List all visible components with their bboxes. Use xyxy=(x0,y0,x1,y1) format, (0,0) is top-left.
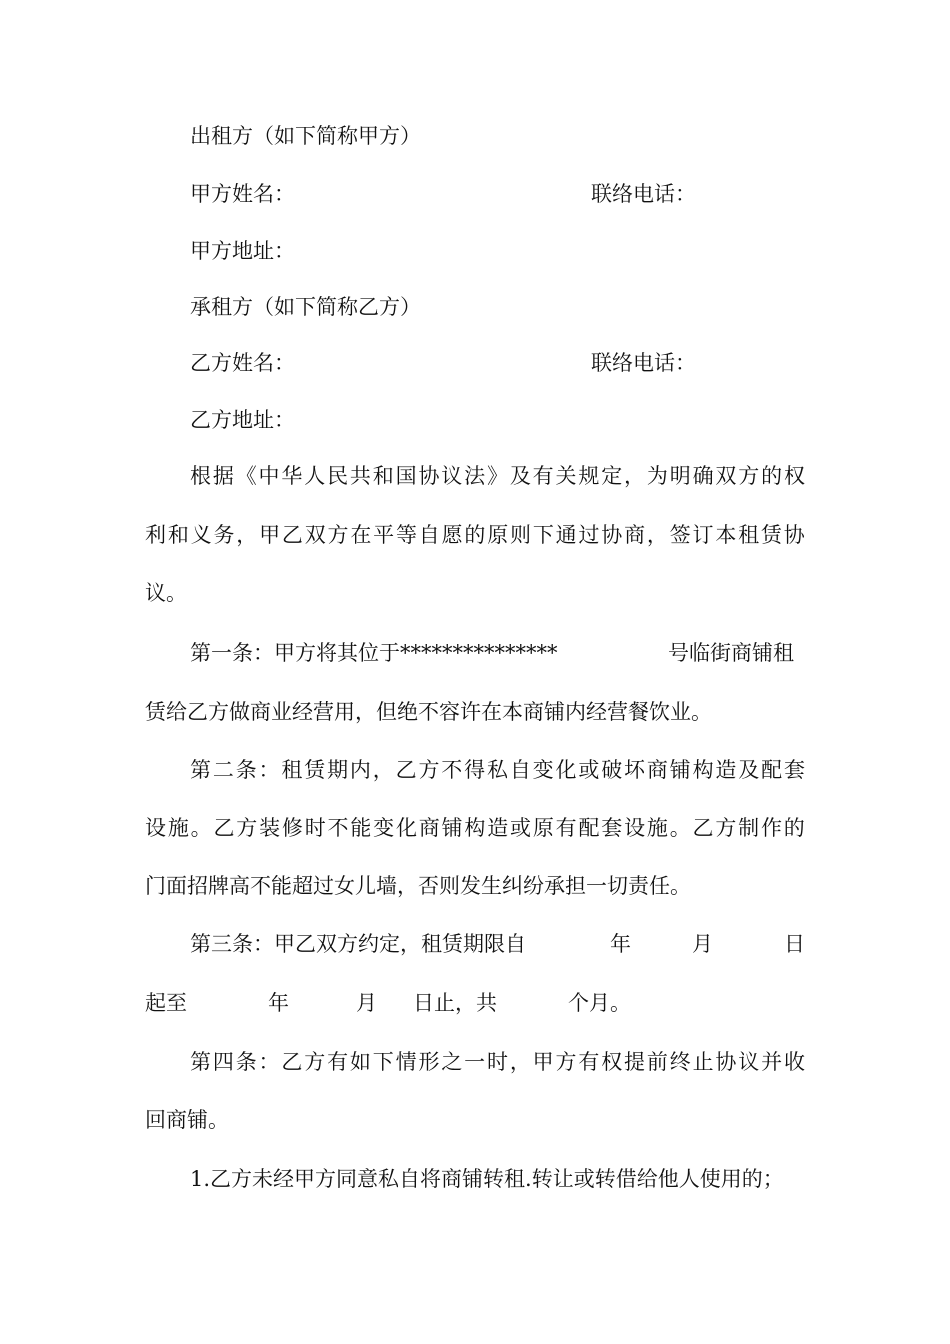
preamble-line-1: 根 据 《 中 华 人 民 共 和 国 协 议 法 》 及 有 关 规 定 ， 为 明 确 双 方 的 权 xyxy=(190,464,805,488)
article1-line-2: 赁给乙方做商业经营用，但绝不容许在本商铺内经营餐饮业。 xyxy=(145,700,712,724)
preamble-line-3: 议。 xyxy=(145,581,187,605)
article3-line2-e: 个月。 xyxy=(568,991,631,1015)
article3-line1-c: 月 xyxy=(692,932,713,956)
article3-line2-a: 起至 xyxy=(145,991,187,1015)
article4-item-1: 1.乙方未经甲方同意私自将商铺转租.转让或转借给他人使用的； xyxy=(190,1167,784,1191)
article4-line-1: 第 四 条 ： 乙 方 有 如 下 情 形 之 一 时 ， 甲 方 有 权 提 前 终 止 协 议 并 收 xyxy=(190,1050,805,1074)
article2-line-1: 第 二 条 ： 租 赁 期 内 ， 乙 方 不 得 私 自 变 化 或 破 坏 商 铺 构 造 及 配 套 xyxy=(190,758,805,782)
article3-line2-d: 日止，共 xyxy=(413,991,497,1015)
article3-line1-d: 日 xyxy=(784,932,805,956)
party-b-name-label: 乙方姓名： xyxy=(190,351,295,375)
article2-line-2: 设 施 。 乙 方 装 修 时 不 能 变 化 商 铺 构 造 或 原 有 配 套 设 施 。 乙 方 制 作 的 xyxy=(145,816,805,840)
article3-line2-b: 年 xyxy=(268,991,289,1015)
party-a-phone-label: 联络电话： xyxy=(591,182,696,206)
article4-line-2: 回商铺。 xyxy=(145,1108,229,1132)
party-b-heading: 承租方（如下简称乙方） xyxy=(190,295,421,319)
party-b-phone-label: 联络电话： xyxy=(591,351,696,375)
party-a-address-label: 甲方地址： xyxy=(190,239,295,263)
party-a-heading: 出租方（如下简称甲方） xyxy=(190,124,421,148)
party-a-name-label: 甲方姓名： xyxy=(190,182,295,206)
article3-line2-c: 月 xyxy=(356,991,377,1015)
party-b-address-label: 乙方地址： xyxy=(190,408,295,432)
article3-line1-b: 年 xyxy=(610,932,631,956)
article3-line1-a: 第三条：甲乙双方约定，租赁期限自 xyxy=(190,932,526,956)
article1-part1: 第一条：甲方将其位于*************** xyxy=(190,641,558,665)
article2-line-3: 门面招牌高不能超过女儿墙，否则发生纠纷承担一切责任。 xyxy=(145,874,691,898)
article1-part2: 号临街商铺租 xyxy=(668,641,794,665)
preamble-line-2: 利 和 义 务 ， 甲 乙 双 方 在 平 等 自 愿 的 原 则 下 通 过 协 商 ， 签 订 本 租 赁 协 xyxy=(145,523,805,547)
